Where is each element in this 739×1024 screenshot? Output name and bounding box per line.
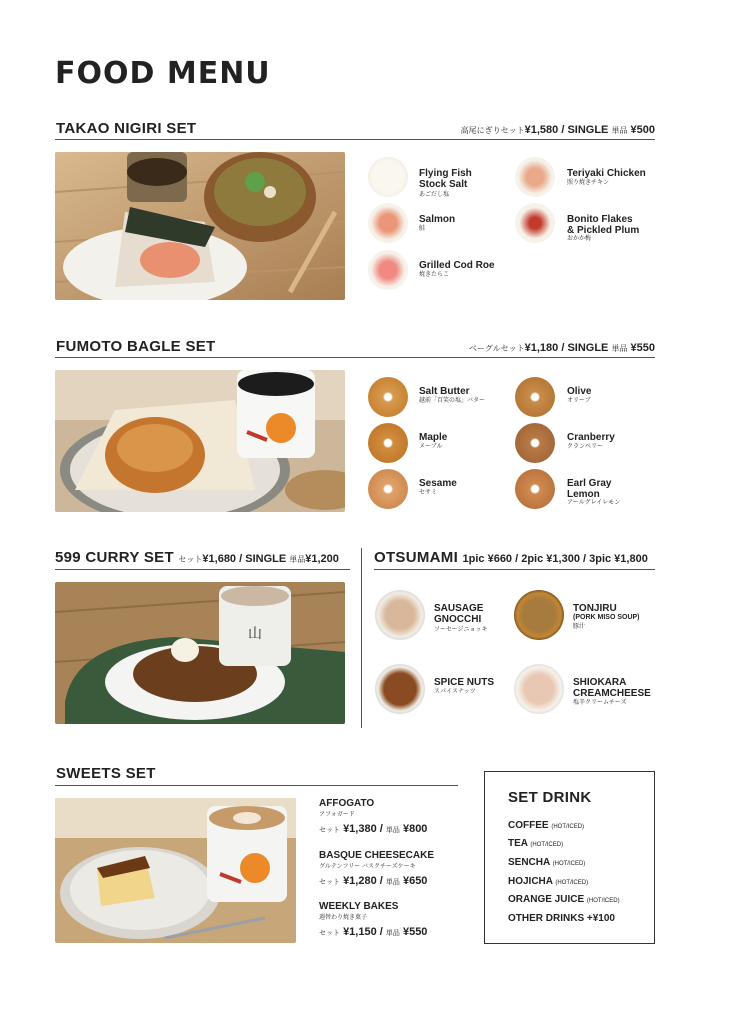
drink-heading: SET DRINK <box>508 789 592 806</box>
onigiri-icon <box>515 203 555 243</box>
shiokara-icon <box>514 664 564 714</box>
drink-item-orange-juice: ORANGE JUICE (HOT/ICED) <box>508 894 620 905</box>
nigiri-item-1-jp: あごだし塩 <box>419 192 450 198</box>
otsumami-prices: 1pic ¥660 / 2pic ¥1,300 / 3pic ¥1,800 <box>462 553 648 565</box>
sweets-item-3: WEEKLY BAKES 週替わり焼き菓子 セット ¥1,150 / 単品 ¥550 <box>319 901 428 938</box>
tonjiru-icon <box>514 590 564 640</box>
curry-rule <box>55 569 350 570</box>
gnocchi-icon <box>375 590 425 640</box>
drink-item-tea: TEA (HOT/ICED) <box>508 838 564 849</box>
column-divider <box>361 548 362 728</box>
otsumami-item-3-jp: スパイスナッツ <box>434 689 476 695</box>
nigiri-price: 高尾にぎりセット¥1,580 / SINGLE 単品 ¥500 <box>460 124 655 136</box>
drink-item-coffee: COFFEE (HOT/ICED) <box>508 820 585 831</box>
otsumami-heading: OTSUMAMI <box>374 549 459 566</box>
nigiri-item-5-jp: 焼きたらこ <box>419 272 450 278</box>
otsumami-item-2-sub: (PORK MISO SOUP) <box>573 614 640 621</box>
otsumami-heading-row <box>374 549 648 567</box>
bagel-icon <box>515 377 555 417</box>
bagle-item-6-name: Earl Gray Lemon <box>567 478 612 500</box>
drink-item-hojicha: HOJICHA (HOT/ICED) <box>508 876 589 887</box>
nigiri-item-1-name: Flying Fish Stock Salt <box>419 168 472 190</box>
nigiri-rule <box>55 139 655 140</box>
page-title: FOOD MENU <box>55 56 271 91</box>
bagle-item-1-name: Salt Butter <box>419 386 470 397</box>
sweets-item-2: BASQUE CHEESECAKE グルテンフリー バスクチーズケーキ セット ¥1,280 / 単品 ¥650 <box>319 850 435 887</box>
bagle-photo <box>55 370 345 512</box>
nigiri-item-3-jp: 鮭 <box>419 226 426 232</box>
nigiri-heading: TAKAO NIGIRI SET <box>56 120 197 137</box>
nuts-icon <box>375 664 425 714</box>
curry-heading: 599 CURRY SET <box>55 549 174 566</box>
bagle-item-5-jp: セサミ <box>419 490 438 496</box>
drink-item-sencha: SENCHA (HOT/ICED) <box>508 857 586 868</box>
otsumami-item-1-jp: ソーセージニョッキ <box>434 627 488 633</box>
bagle-item-6-jp: アールグレイレモン <box>567 500 621 506</box>
sweets-item-1: AFFOGATO アフォガード セット ¥1,380 / 単品 ¥800 <box>319 798 428 835</box>
bagle-item-1-jp: 越前「百笑の塩」バター <box>419 398 486 404</box>
sweets-heading: SWEETS SET <box>56 765 156 782</box>
otsumami-item-3-name: SPICE NUTS <box>434 677 495 688</box>
bagle-item-2-jp: オリーブ <box>567 398 591 404</box>
onigiri-icon <box>368 157 408 197</box>
otsumami-item-4-jp: 塩辛クリームチーズ <box>573 700 627 706</box>
otsumami-rule <box>374 569 655 570</box>
nigiri-item-3-name: Salmon <box>419 214 456 225</box>
drink-item-other: OTHER DRINKS +¥100 <box>508 913 615 924</box>
bagel-icon <box>515 469 555 509</box>
bagle-item-3-name: Maple <box>419 432 448 443</box>
onigiri-icon <box>515 157 555 197</box>
bagel-icon <box>368 377 408 417</box>
bagel-icon <box>515 423 555 463</box>
nigiri-item-2-name: Teriyaki Chicken <box>567 168 646 179</box>
bagle-item-4-name: Cranberry <box>567 432 615 443</box>
bagle-heading: FUMOTO BAGLE SET <box>56 338 216 355</box>
curry-heading-row: 599 CURRY SET セット¥1,680 / SINGLE 単品¥1,200 <box>55 549 339 566</box>
bagle-item-5-name: Sesame <box>419 478 457 489</box>
nigiri-item-2-jp: 照り焼きチキン <box>567 180 609 186</box>
nigiri-photo <box>55 152 345 300</box>
bagel-icon <box>368 469 408 509</box>
otsumami-item-1-name: SAUSAGE GNOCCHI <box>434 603 484 625</box>
nigiri-item-4-jp: おかか梅 <box>567 236 592 242</box>
nigiri-item-4-name: Bonito Flakes & Pickled Plum <box>567 214 640 236</box>
bagle-item-3-jp: メープル <box>419 444 443 450</box>
sweets-rule <box>55 785 458 786</box>
bagle-item-2-name: Olive <box>567 386 592 397</box>
sweets-photo <box>55 798 296 943</box>
onigiri-icon <box>368 250 408 290</box>
svg-text:山: 山 <box>248 626 262 642</box>
bagel-icon <box>368 423 408 463</box>
bagle-price: ベーグルセット¥1,180 / SINGLE 単品 ¥550 <box>468 342 655 354</box>
otsumami-item-2-name: TONJIRU <box>573 603 617 614</box>
curry-photo <box>55 582 345 724</box>
nigiri-item-5-name: Grilled Cod Roe <box>419 260 495 271</box>
bagle-item-4-jp: クランベリー <box>567 444 604 450</box>
onigiri-icon <box>368 203 408 243</box>
bagle-rule <box>55 357 655 358</box>
otsumami-item-2-jp: 豚汁 <box>573 624 586 630</box>
otsumami-item-4-name: SHIOKARA CREAMCHEESE <box>573 677 651 699</box>
